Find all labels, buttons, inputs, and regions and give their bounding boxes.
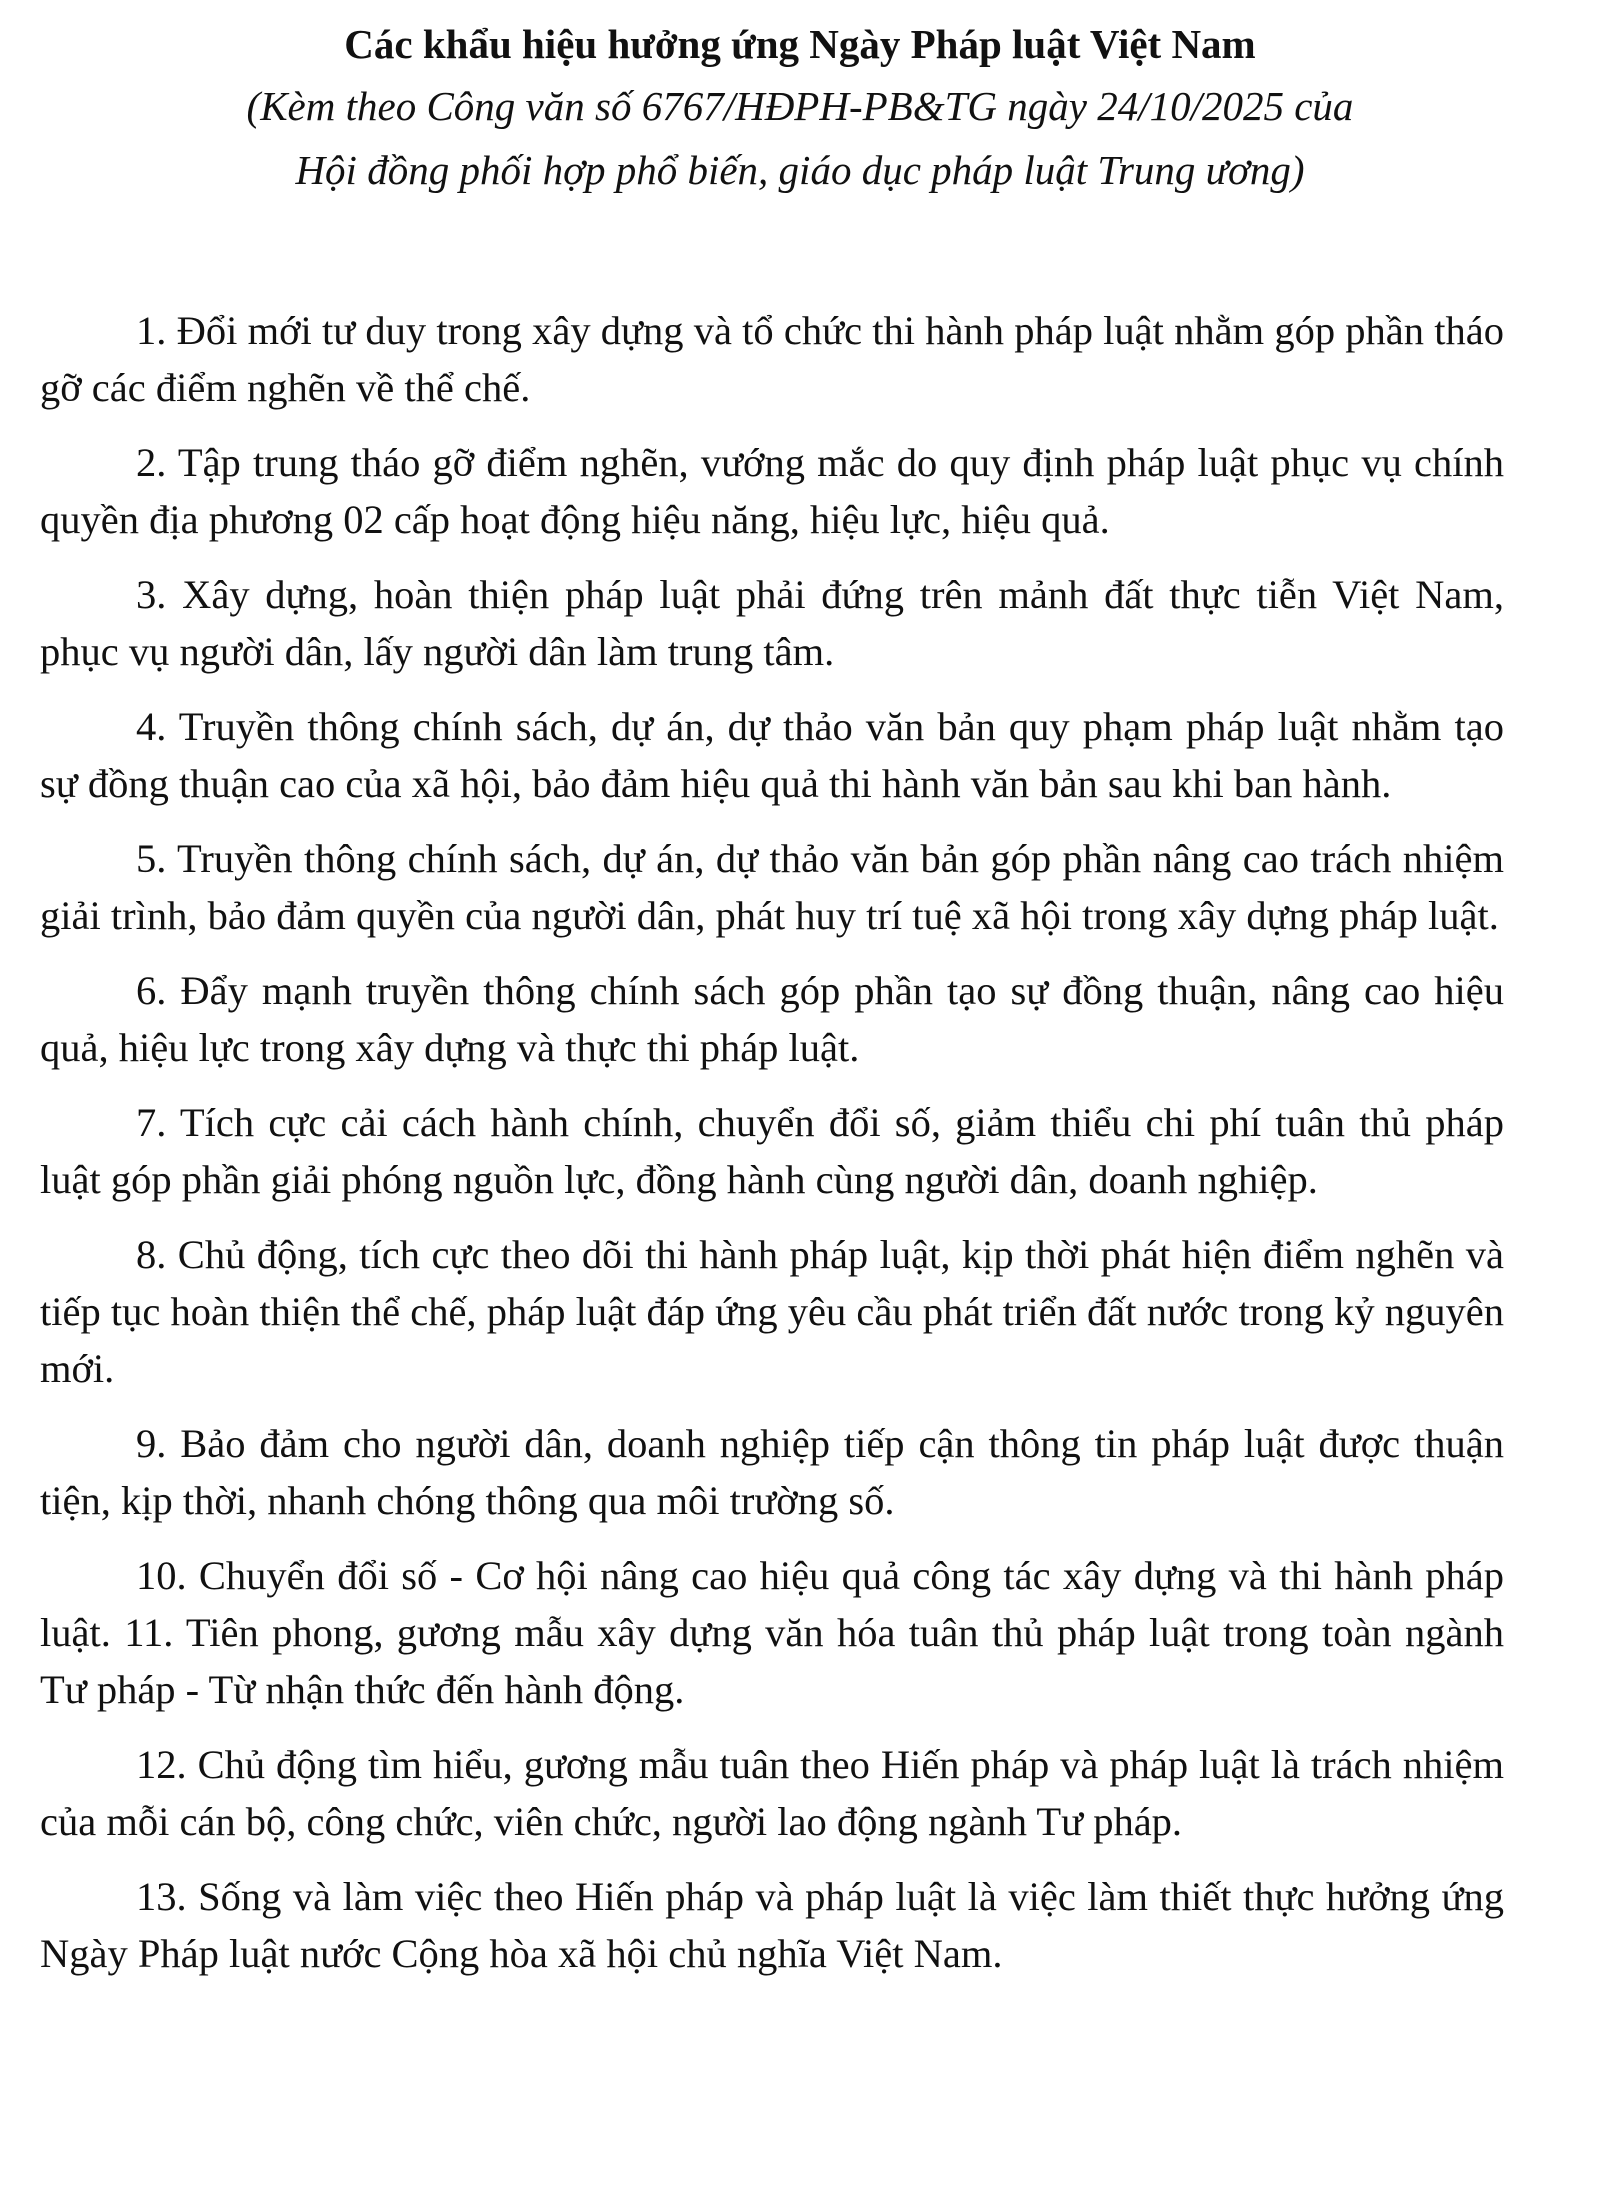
slogan-list	[40, 302, 1504, 1982]
slogan-item-6: 6. Đẩy mạnh truyền thông chính sách góp phần tạo sự đồng thuận, nâng cao hiệu quả, hiệu lực trong xây dựng và thực thi pháp luật.	[40, 968, 1504, 1070]
slogan-item-7: 7. Tích cực cải cách hành chính, chuyển đổi số, giảm thiểu chi phí tuân thủ pháp luật góp phần giải phóng nguồn lực, đồng hành cùng người dân, doanh nghiệp.	[40, 1100, 1504, 1202]
slogan-item-13: 13. Sống và làm việc theo Hiến pháp và pháp luật là việc làm thiết thực hưởng ứng Ngày Pháp luật nước Cộng hòa xã hội chủ nghĩa Việt Nam.	[40, 1874, 1504, 1976]
slogan-item-8: 8. Chủ động, tích cực theo dõi thi hành pháp luật, kịp thời phát hiện điểm nghẽn và tiếp tục hoàn thiện thể chế, pháp luật đáp ứng yêu cầu phát triển đất nước trong kỷ nguyên mới.	[40, 1232, 1504, 1391]
document-subtitle-line-1: (Kèm theo Công văn số 6767/HĐPH-PB&TG ngày 24/10/2025 của	[246, 83, 1354, 129]
slogan-item-3: 3. Xây dựng, hoàn thiện pháp luật phải đứng trên mảnh đất thực tiễn Việt Nam, phục vụ người dân, lấy người dân làm trung tâm.	[40, 572, 1504, 674]
slogan-item-10-11: 10. Chuyển đổi số - Cơ hội nâng cao hiệu quả công tác xây dựng và thi hành pháp luật. 11. Tiên phong, gương mẫu xây dựng văn hóa tuân thủ pháp luật trong toàn ngành Tư pháp - Từ nhận thức đến hành động.	[40, 1553, 1504, 1712]
slogan-item-4: 4. Truyền thông chính sách, dự án, dự thảo văn bản quy phạm pháp luật nhằm tạo sự đồng thuận cao của xã hội, bảo đảm hiệu quả thi hành văn bản sau khi ban hành.	[40, 704, 1504, 806]
slogan-item-5: 5. Truyền thông chính sách, dự án, dự thảo văn bản góp phần nâng cao trách nhiệm giải trình, bảo đảm quyền của người dân, phát huy trí tuệ xã hội trong xây dựng pháp luật.	[40, 836, 1504, 938]
slogan-item-1: 1. Đổi mới tư duy trong xây dựng và tổ chức thi hành pháp luật nhằm góp phần tháo gỡ các điểm nghẽn về thể chế.	[40, 308, 1504, 410]
document-subtitle-line-2: Hội đồng phối hợp phổ biến, giáo dục pháp luật Trung ương)	[295, 147, 1305, 193]
slogan-item-2: 2. Tập trung tháo gỡ điểm nghẽn, vướng mắc do quy định pháp luật phục vụ chính quyền địa phương 02 cấp hoạt động hiệu năng, hiệu lực, hiệu quả.	[40, 440, 1504, 542]
document-title: Các khẩu hiệu hưởng ứng Ngày Pháp luật Việt Nam	[344, 21, 1256, 67]
slogan-item-9: 9. Bảo đảm cho người dân, doanh nghiệp tiếp cận thông tin pháp luật được thuận tiện, kịp thời, nhanh chóng thông qua môi trường số.	[40, 1421, 1504, 1523]
document-header	[96, 10, 1504, 202]
slogan-item-12: 12. Chủ động tìm hiểu, gương mẫu tuân theo Hiến pháp và pháp luật là trách nhiệm của mỗi cán bộ, công chức, viên chức, người lao động ngành Tư pháp.	[40, 1742, 1504, 1844]
